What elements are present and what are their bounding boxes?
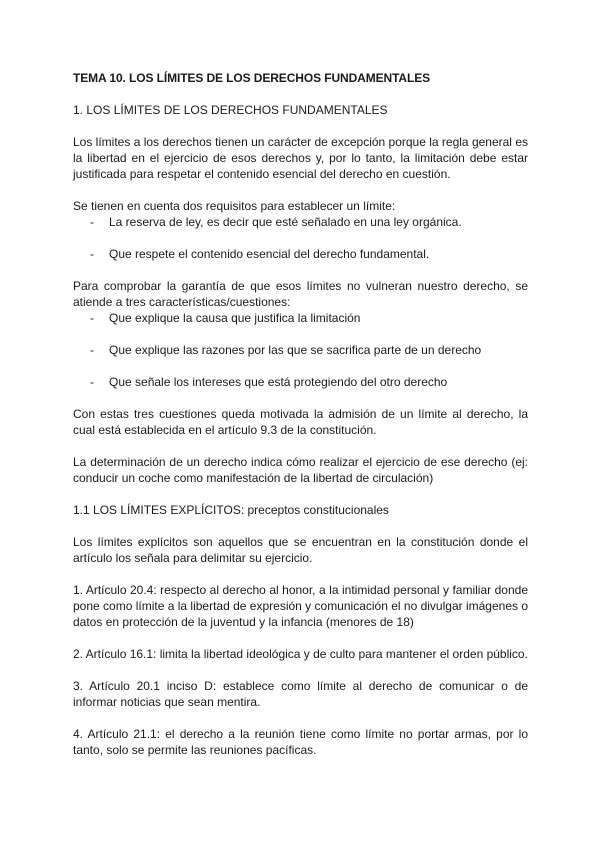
articulo-21-1: 4. Artículo 21.1: el derecho a la reunión tiene como límite no portar armas, por lo tanto, solo se permite las reuniones pacíficas. xyxy=(73,727,528,757)
articulo-20-1-d: 3. Artículo 20.1 inciso D: establece como límite al derecho de comunicar o de informar noticias que sean mentira. xyxy=(73,679,528,709)
list-item-text: Que respete el contenido esencial del derecho fundamental. xyxy=(109,247,430,261)
paragraph-admision: Con estas tres cuestiones queda motivada la admisión de un límite al derecho, la cual está establecida en el artículo 9.3 de la constitución. xyxy=(73,407,528,437)
garantia-intro: Para comprobar la garantía de que esos límites no vulneran nuestro derecho, se atiende a tres características/cuestiones: xyxy=(73,279,528,309)
dash-bullet: - xyxy=(90,375,94,389)
list-item xyxy=(73,246,528,262)
paragraph-determinacion: La determinación de un derecho indica cómo realizar el ejercicio de ese derecho (ej: conducir un coche como manifestación de la libertad de circulación) xyxy=(73,455,528,485)
cuestiones-list xyxy=(73,310,528,390)
dash-bullet: - xyxy=(90,247,94,261)
dash-bullet: - xyxy=(90,343,94,357)
section-1-heading: 1. LOS LÍMITES DE LOS DERECHOS FUNDAMENTALES xyxy=(73,103,388,117)
list-item xyxy=(73,310,528,326)
document-title: TEMA 10. LOS LÍMITES DE LOS DERECHOS FUNDAMENTALES xyxy=(73,71,431,85)
articulo-16-1: 2. Artículo 16.1: limita la libertad ideológica y de culto para mantener el orden público. xyxy=(73,647,528,661)
requisitos-list xyxy=(73,214,528,262)
requisitos-intro: Se tienen en cuenta dos requisitos para establecer un límite: xyxy=(73,199,396,213)
paragraph-explicitos: Los límites explícitos son aquellos que se encuentran en la constitución donde el artículo los señala para delimitar su ejercicio. xyxy=(73,535,528,565)
list-item xyxy=(73,214,528,230)
list-item-text: La reserva de ley, es decir que esté señalado en una ley orgánica. xyxy=(109,215,462,229)
paragraph-limites-excepcion: Los límites a los derechos tienen un carácter de excepción porque la regla general es la libertad en el ejercicio de esos derechos y, por lo tanto, la limitación debe estar justificada para respetar el contenido esencial del derecho en cuestión. xyxy=(73,135,528,181)
list-item-text: Que explique la causa que justifica la limitación xyxy=(109,311,361,325)
dash-bullet: - xyxy=(90,311,94,325)
dash-bullet: - xyxy=(90,215,94,229)
articulo-20-4: 1. Artículo 20.4: respecto al derecho al honor, a la intimidad personal y familiar donde pone como límite a la libertad de expresión y comunicación el no divulgar imágenes o datos en protección de la juventud y la infancia (menores de 18) xyxy=(73,583,528,629)
list-item xyxy=(73,374,528,390)
document-page xyxy=(73,70,528,774)
list-item-text: Que señale los intereses que está protegiendo del otro derecho xyxy=(109,375,448,389)
list-item xyxy=(73,342,528,358)
section-1-1-heading: 1.1 LOS LÍMITES EXPLÍCITOS: preceptos constitucionales xyxy=(73,503,389,517)
list-item-text: Que explique las razones por las que se sacrifica parte de un derecho xyxy=(109,343,482,357)
